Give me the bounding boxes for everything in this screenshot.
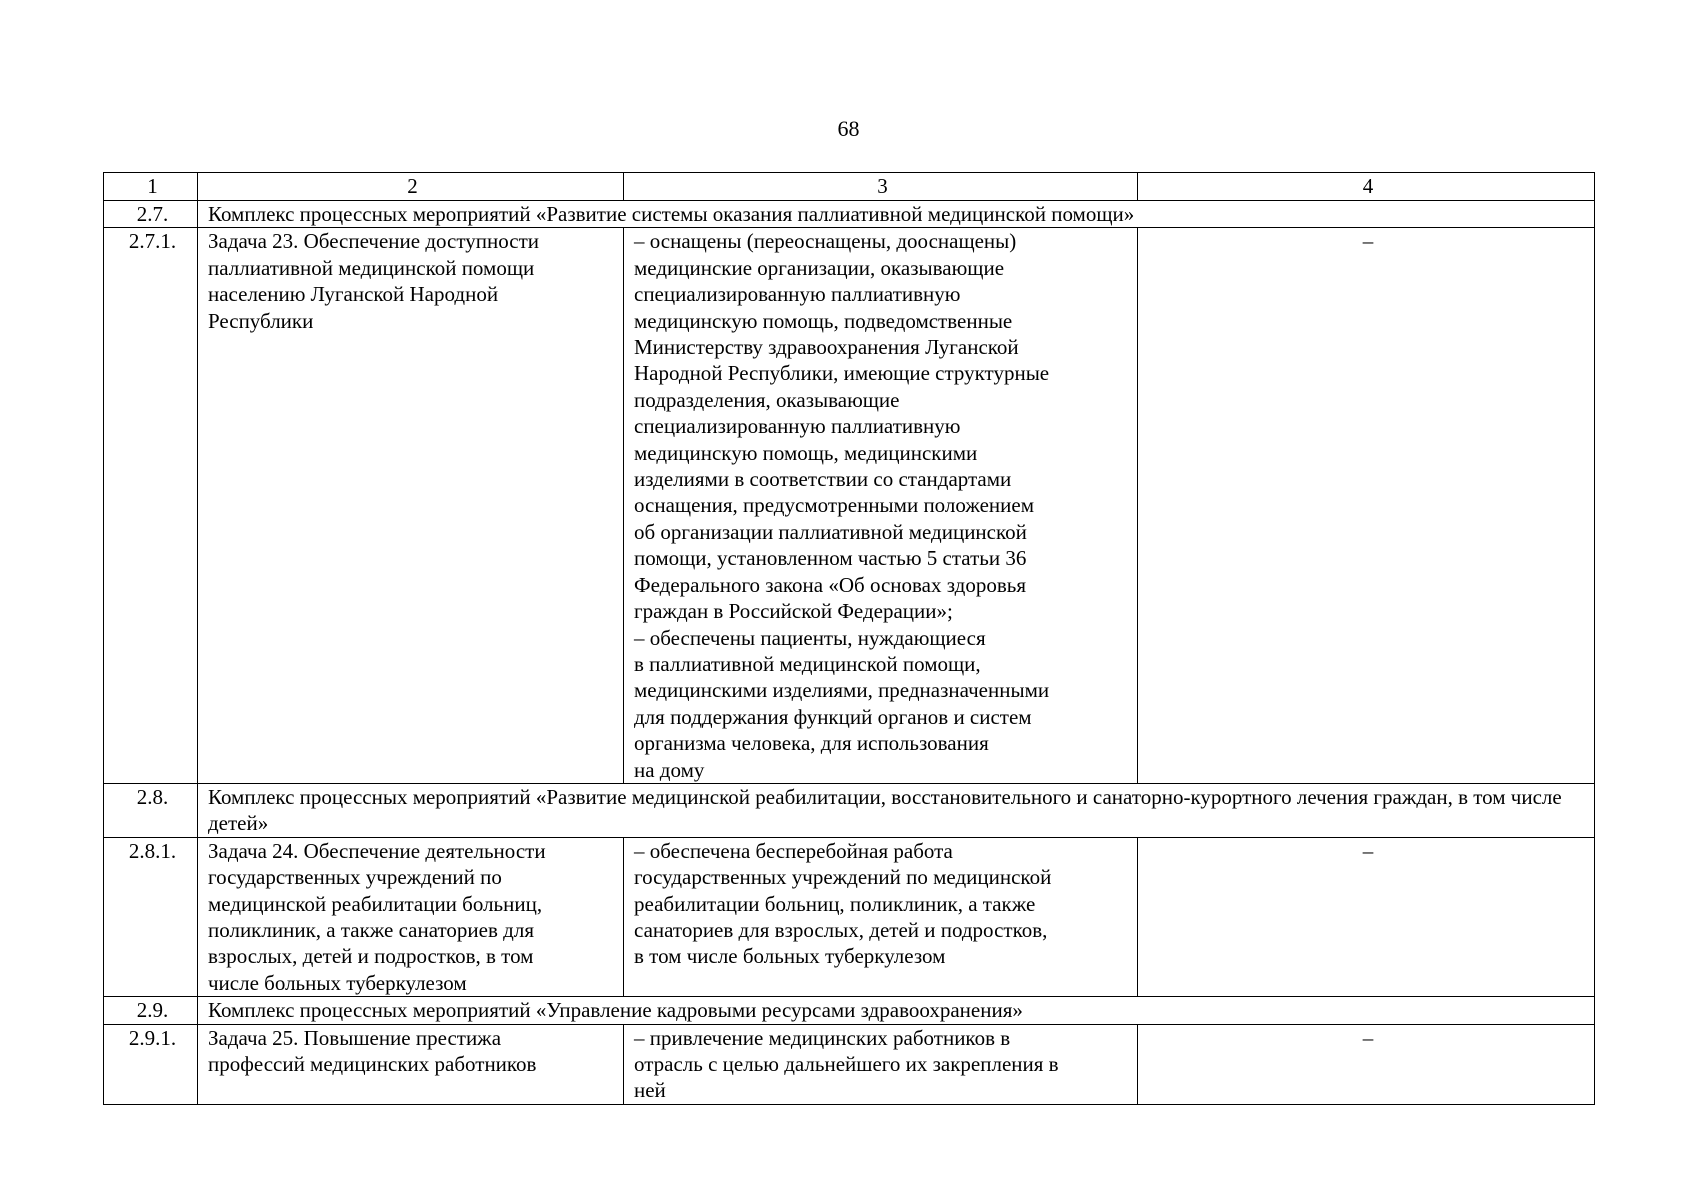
row-number: 2.8.	[104, 783, 198, 837]
section-row	[104, 201, 1595, 228]
task-result: – оснащены (переоснащены, дооснащены) медицинские организации, оказывающие специализированную паллиативную медицинскую помощь, подведомственные Министерству здравоохранения Луганской Народной Республики, имеющие структурные подразделения, оказывающие специализированную паллиативную медицинскую помощь, медицинскими изделиями в соответствии со стандартами оснащения, предусмотренными положением об организации паллиативной медицинской помощи, установленном частью 5 статьи 36 Федерального закона «Об основах здоровья граждан в Российской Федерации»; – обеспечены пациенты, нуждающиеся в паллиативной медицинской помощи, медицинскими изделиями, предназначенными для поддержания функций органов и систем организма человека, для использования на дому	[624, 228, 1138, 784]
section-title: Комплекс процессных мероприятий «Развитие медицинской реабилитации, восстановительного и санаторно-курортного лечения граждан, в том числе детей»	[198, 783, 1595, 837]
section-title: Комплекс процессных мероприятий «Развитие системы оказания паллиативной медицинской помощи»	[198, 201, 1595, 228]
task-result: – обеспечена бесперебойная работа государственных учреждений по медицинской реабилитации больниц, поликлиник, а также санаториев для взрослых, детей и подростков, в том числе больных туберкулезом	[624, 837, 1138, 996]
column-4-value: –	[1138, 837, 1595, 996]
section-title: Комплекс процессных мероприятий «Управление кадровыми ресурсами здравоохранения»	[198, 997, 1595, 1024]
section-row	[104, 997, 1595, 1024]
task-description: Задача 24. Обеспечение деятельности государственных учреждений по медицинской реабилитации больниц, поликлиник, а также санаториев для взрослых, детей и подростков, в том числе больных туберкулезом	[198, 837, 624, 996]
task-row	[104, 228, 1595, 784]
column-number-2: 2	[198, 173, 624, 201]
column-number-3: 3	[624, 173, 1138, 201]
row-number: 2.7.	[104, 201, 198, 228]
task-description: Задача 23. Обеспечение доступности паллиативной медицинской помощи населению Луганской Народной Республики	[198, 228, 624, 784]
task-result: – привлечение медицинских работников в отрасль с целью дальнейшего их закрепления в ней	[624, 1024, 1138, 1104]
column-number-1: 1	[104, 173, 198, 201]
section-row	[104, 783, 1595, 837]
table-header-row	[104, 173, 1595, 201]
task-description: Задача 25. Повышение престижа профессий медицинских работников	[198, 1024, 624, 1104]
column-4-value: –	[1138, 1024, 1595, 1104]
row-number: 2.8.1.	[104, 837, 198, 996]
page-number: 68	[837, 116, 860, 141]
row-number: 2.9.	[104, 997, 198, 1024]
column-4-value: –	[1138, 228, 1595, 784]
task-row	[104, 1024, 1595, 1104]
task-row	[104, 837, 1595, 996]
row-number: 2.7.1.	[104, 228, 198, 784]
column-number-4: 4	[1138, 173, 1595, 201]
row-number: 2.9.1.	[104, 1024, 198, 1104]
measures-table	[103, 172, 1595, 1105]
